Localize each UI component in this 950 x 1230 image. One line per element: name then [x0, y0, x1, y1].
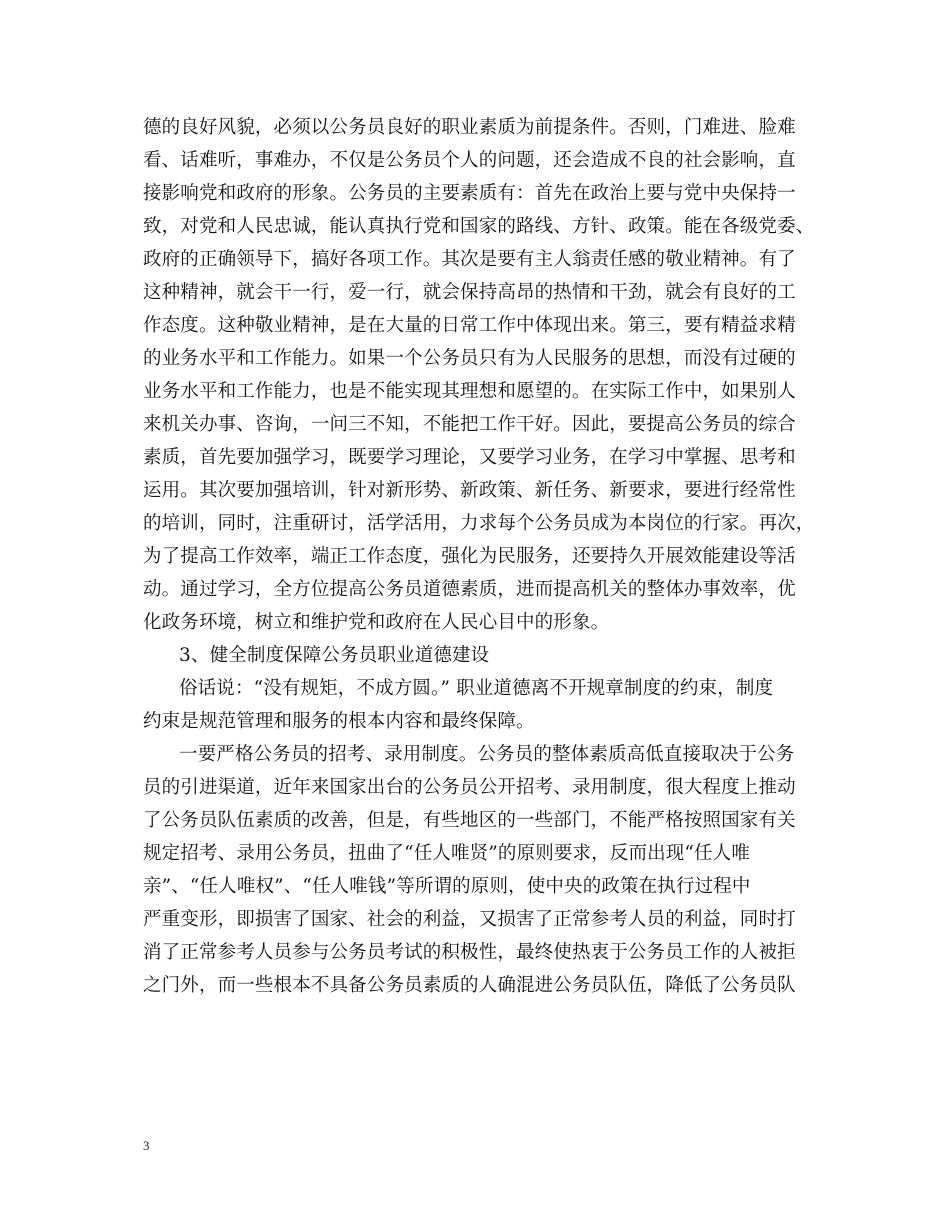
- section-heading: 3、健全制度保障公务员职业道德建设: [179, 645, 490, 666]
- paragraph-line: 的业务水平和工作能力。如果一个公务员只有为人民服务的思想，而没有过硬的: [143, 348, 796, 369]
- paragraph-line: 素质，首先要加强学习，既要学习理论，又要学习业务，在学习中掌握、思考和: [143, 447, 796, 468]
- paragraph-line: 一要严格公务员的招考、录用制度。公务员的整体素质高低直接取决于公务: [179, 744, 795, 765]
- paragraph-line: 运用。其次要加强培训，针对新形势、新政策、新任务、新要求，要进行经常性: [143, 480, 796, 501]
- paragraph-line: 政府的正确领导下，搞好各项工作。其次是要有主人翁责任感的敬业精神。有了: [143, 249, 796, 270]
- paragraph-line: 消了正常参考人员参与公务员考试的积极性，最终使热衷于公务员工作的人被拒: [143, 942, 796, 963]
- paragraph-line: 了公务员队伍素质的改善，但是，有些地区的一些部门，不能严格按照国家有关: [143, 810, 796, 831]
- paragraph-line: 亲”、“任人唯权”、“任人唯钱”等所谓的原则，使中央的政策在执行过程中: [143, 876, 751, 897]
- paragraph-line: 来机关办事、咨询，一问三不知，不能把工作干好。因此，要提高公务员的综合: [143, 414, 796, 435]
- paragraph-line: 动。通过学习，全方位提高公务员道德素质，进而提高机关的整体办事效率，优: [143, 579, 796, 600]
- paragraph-line: 业务水平和工作能力，也是不能实现其理想和愿望的。在实际工作中，如果别人: [143, 381, 796, 402]
- paragraph-line: 化政务环境，树立和维护党和政府在人民心目中的形象。: [143, 612, 610, 633]
- paragraph-line: 致，对党和人民忠诚，能认真执行党和国家的路线、方针、政策。能在各级党委、: [143, 216, 815, 237]
- paragraph-line: 为了提高工作效率，端正工作态度，强化为民服务，还要持久开展效能建设等活: [143, 546, 796, 567]
- paragraph-line: 严重变形，即损害了国家、社会的利益，又损害了正常参考人员的利益，同时打: [143, 909, 796, 930]
- paragraph-line: 看、话难听，事难办，不仅是公务员个人的问题，还会造成不良的社会影响，直: [143, 150, 796, 171]
- paragraph-line: 接影响党和政府的形象。公务员的主要素质有：首先在政治上要与党中央保持一: [143, 183, 796, 204]
- paragraph-line: 之门外，而一些根本不具备公务员素质的人确混进公务员队伍，降低了公务员队: [143, 975, 796, 996]
- paragraph-line: 约束是规范管理和服务的根本内容和最终保障。: [143, 711, 535, 732]
- paragraph-line: 这种精神，就会干一行，爱一行，就会保持高昂的热情和干劲，就会有良好的工: [143, 282, 796, 303]
- paragraph-line: 的培训，同时，注重研讨，活学活用，力求每个公务员成为本岗位的行家。再次，: [143, 513, 815, 534]
- paragraph-line: 作态度。这种敬业精神，是在大量的日常工作中体现出来。第三，要有精益求精: [143, 315, 796, 336]
- paragraph-line: 员的引进渠道，近年来国家出台的公务员公开招考、录用制度，很大程度上推动: [143, 777, 796, 798]
- page-number: 3: [143, 1138, 150, 1153]
- paragraph-line: 俗话说：“没有规矩，不成方圆。” 职业道德离不开规章制度的约束，制度: [179, 678, 774, 699]
- paragraph-line: 德的良好风貌，必须以公务员良好的职业素质为前提条件。否则，门难进、脸难: [143, 117, 796, 138]
- paragraph-line: 规定招考、录用公务员，扭曲了“任人唯贤”的原则要求，反而出现“任人唯: [143, 843, 750, 864]
